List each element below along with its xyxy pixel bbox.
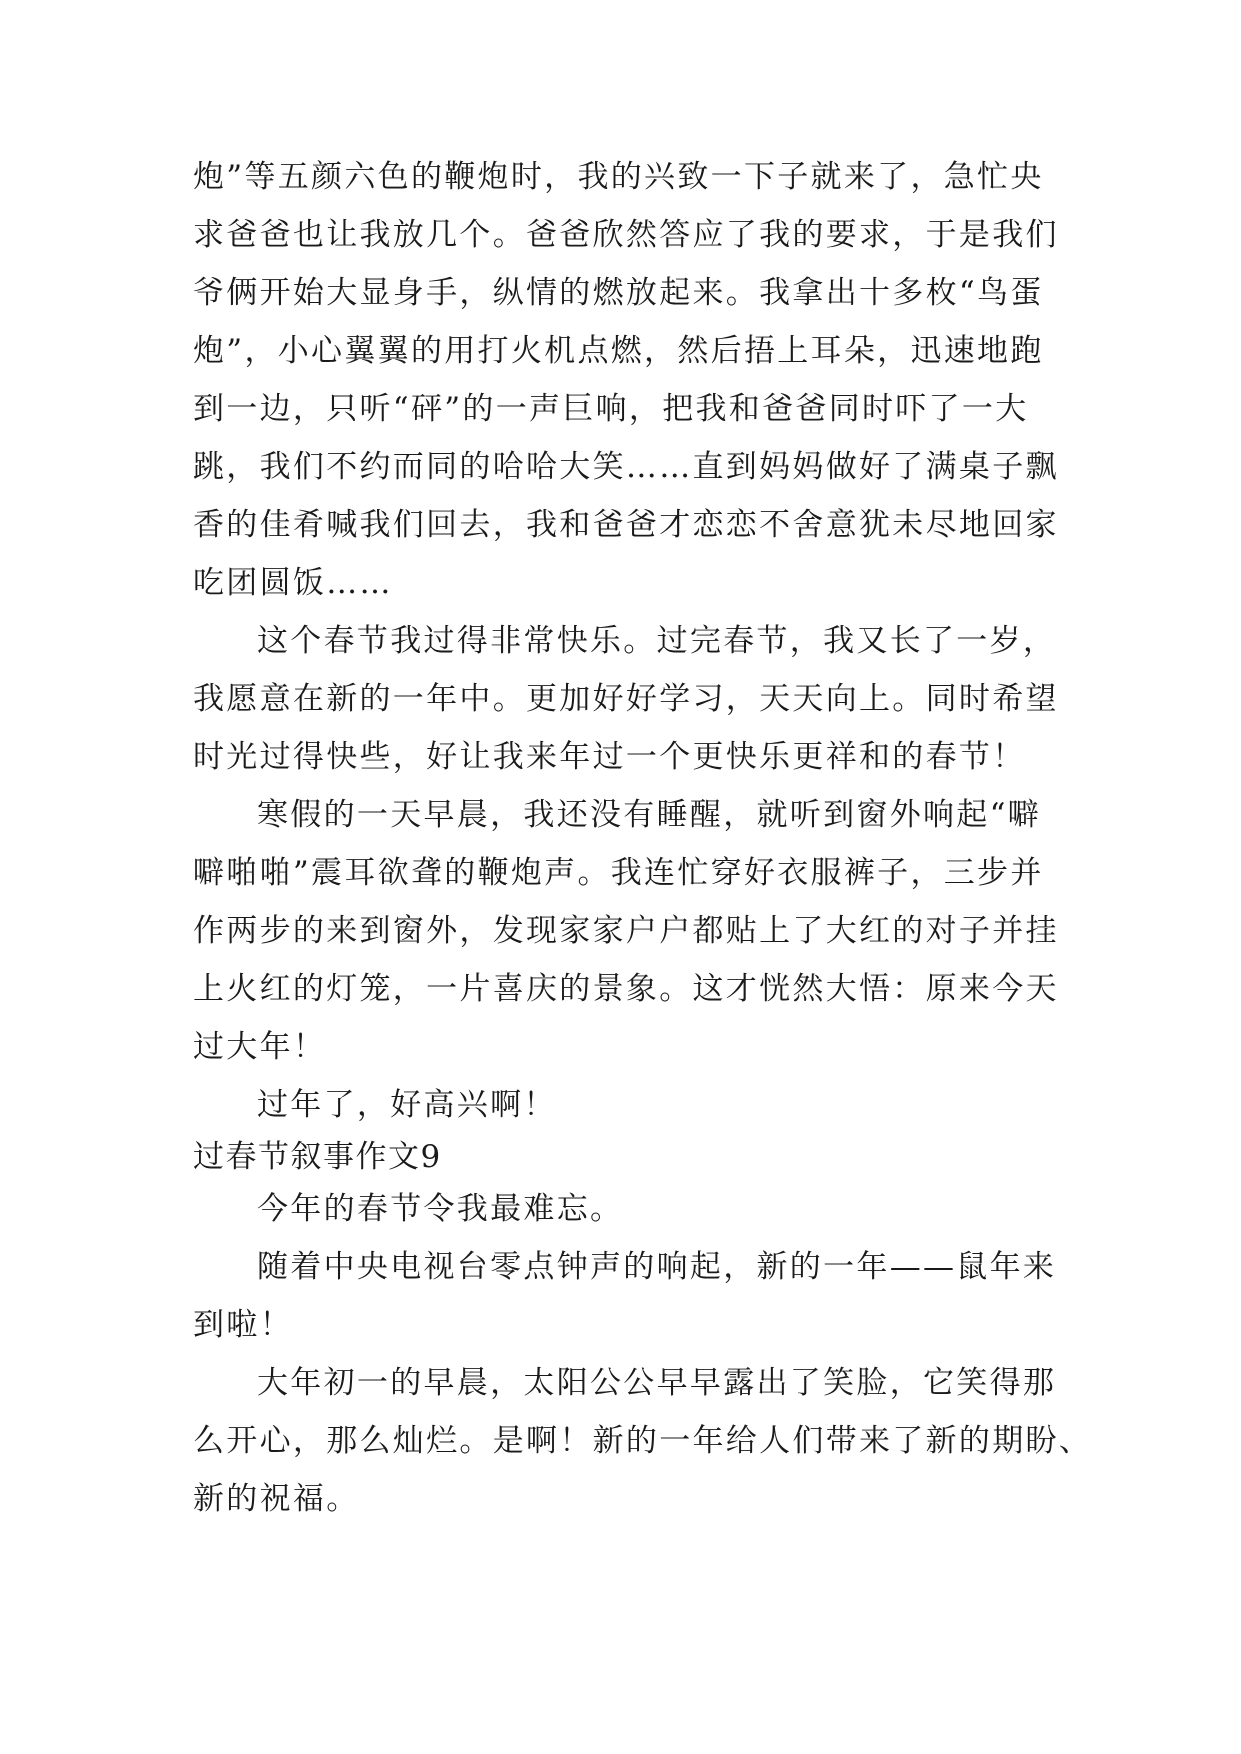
text-line: 噼啪啪”震耳欲聋的鞭炮声。我连忙穿好衣服裤子，三步并 [193,855,1044,891]
text-line: 炮”，小心翼翼的用打火机点燃，然后捂上耳朵，迅速地跑 [193,333,1044,369]
text-line: 香的佳肴喊我们回去，我和爸爸才恋恋不舍意犹未尽地回家 [193,507,1059,543]
text-line: 大年初一的早晨，太阳公公早早露出了笑脸，它笑得那 [257,1365,1057,1401]
text-line: 过年了，好高兴啊！ [257,1087,557,1123]
text-line: 新的祝福。 [193,1481,360,1517]
section-heading: 过春节叙事作文9 [193,1139,442,1175]
text-line: 跳，我们不约而同的哈哈大笑……直到妈妈做好了满桌子飘 [193,449,1059,485]
text-line: 吃团圆饭…… [193,565,393,601]
text-line: 随着中央电视台零点钟声的响起，新的一年——鼠年来 [257,1249,1057,1285]
text-line: 到啦！ [193,1307,293,1343]
text-line: 今年的春节令我最难忘。 [257,1191,624,1227]
text-line: 爷俩开始大显身手，纵情的燃放起来。我拿出十多枚“鸟蛋 [193,275,1044,311]
text-line: 么开心，那么灿烂。是啊！新的一年给人们带来了新的期盼、 [193,1423,1093,1459]
text-line: 炮”等五颜六色的鞭炮时，我的兴致一下子就来了，急忙央 [193,159,1044,195]
text-line: 这个春节我过得非常快乐。过完春节，我又长了一岁， [257,623,1057,659]
text-line: 作两步的来到窗外，发现家家户户都贴上了大红的对子并挂 [193,913,1059,949]
text-line: 到一边，只听“砰”的一声巨响，把我和爸爸同时吓了一大 [193,391,1029,427]
text-line: 时光过得快些，好让我来年过一个更快乐更祥和的春节！ [193,739,1026,775]
text-line: 上火红的灯笼，一片喜庆的景象。这才恍然大悟：原来今天 [193,971,1059,1007]
text-line: 寒假的一天早晨，我还没有睡醒，就听到窗外响起“噼 [257,797,1042,833]
text-line: 求爸爸也让我放几个。爸爸欣然答应了我的要求，于是我们 [193,217,1059,253]
text-line: 过大年！ [193,1029,327,1065]
document-body [193,158,1093,1538]
text-line: 我愿意在新的一年中。更加好好学习，天天向上。同时希望 [193,681,1059,717]
